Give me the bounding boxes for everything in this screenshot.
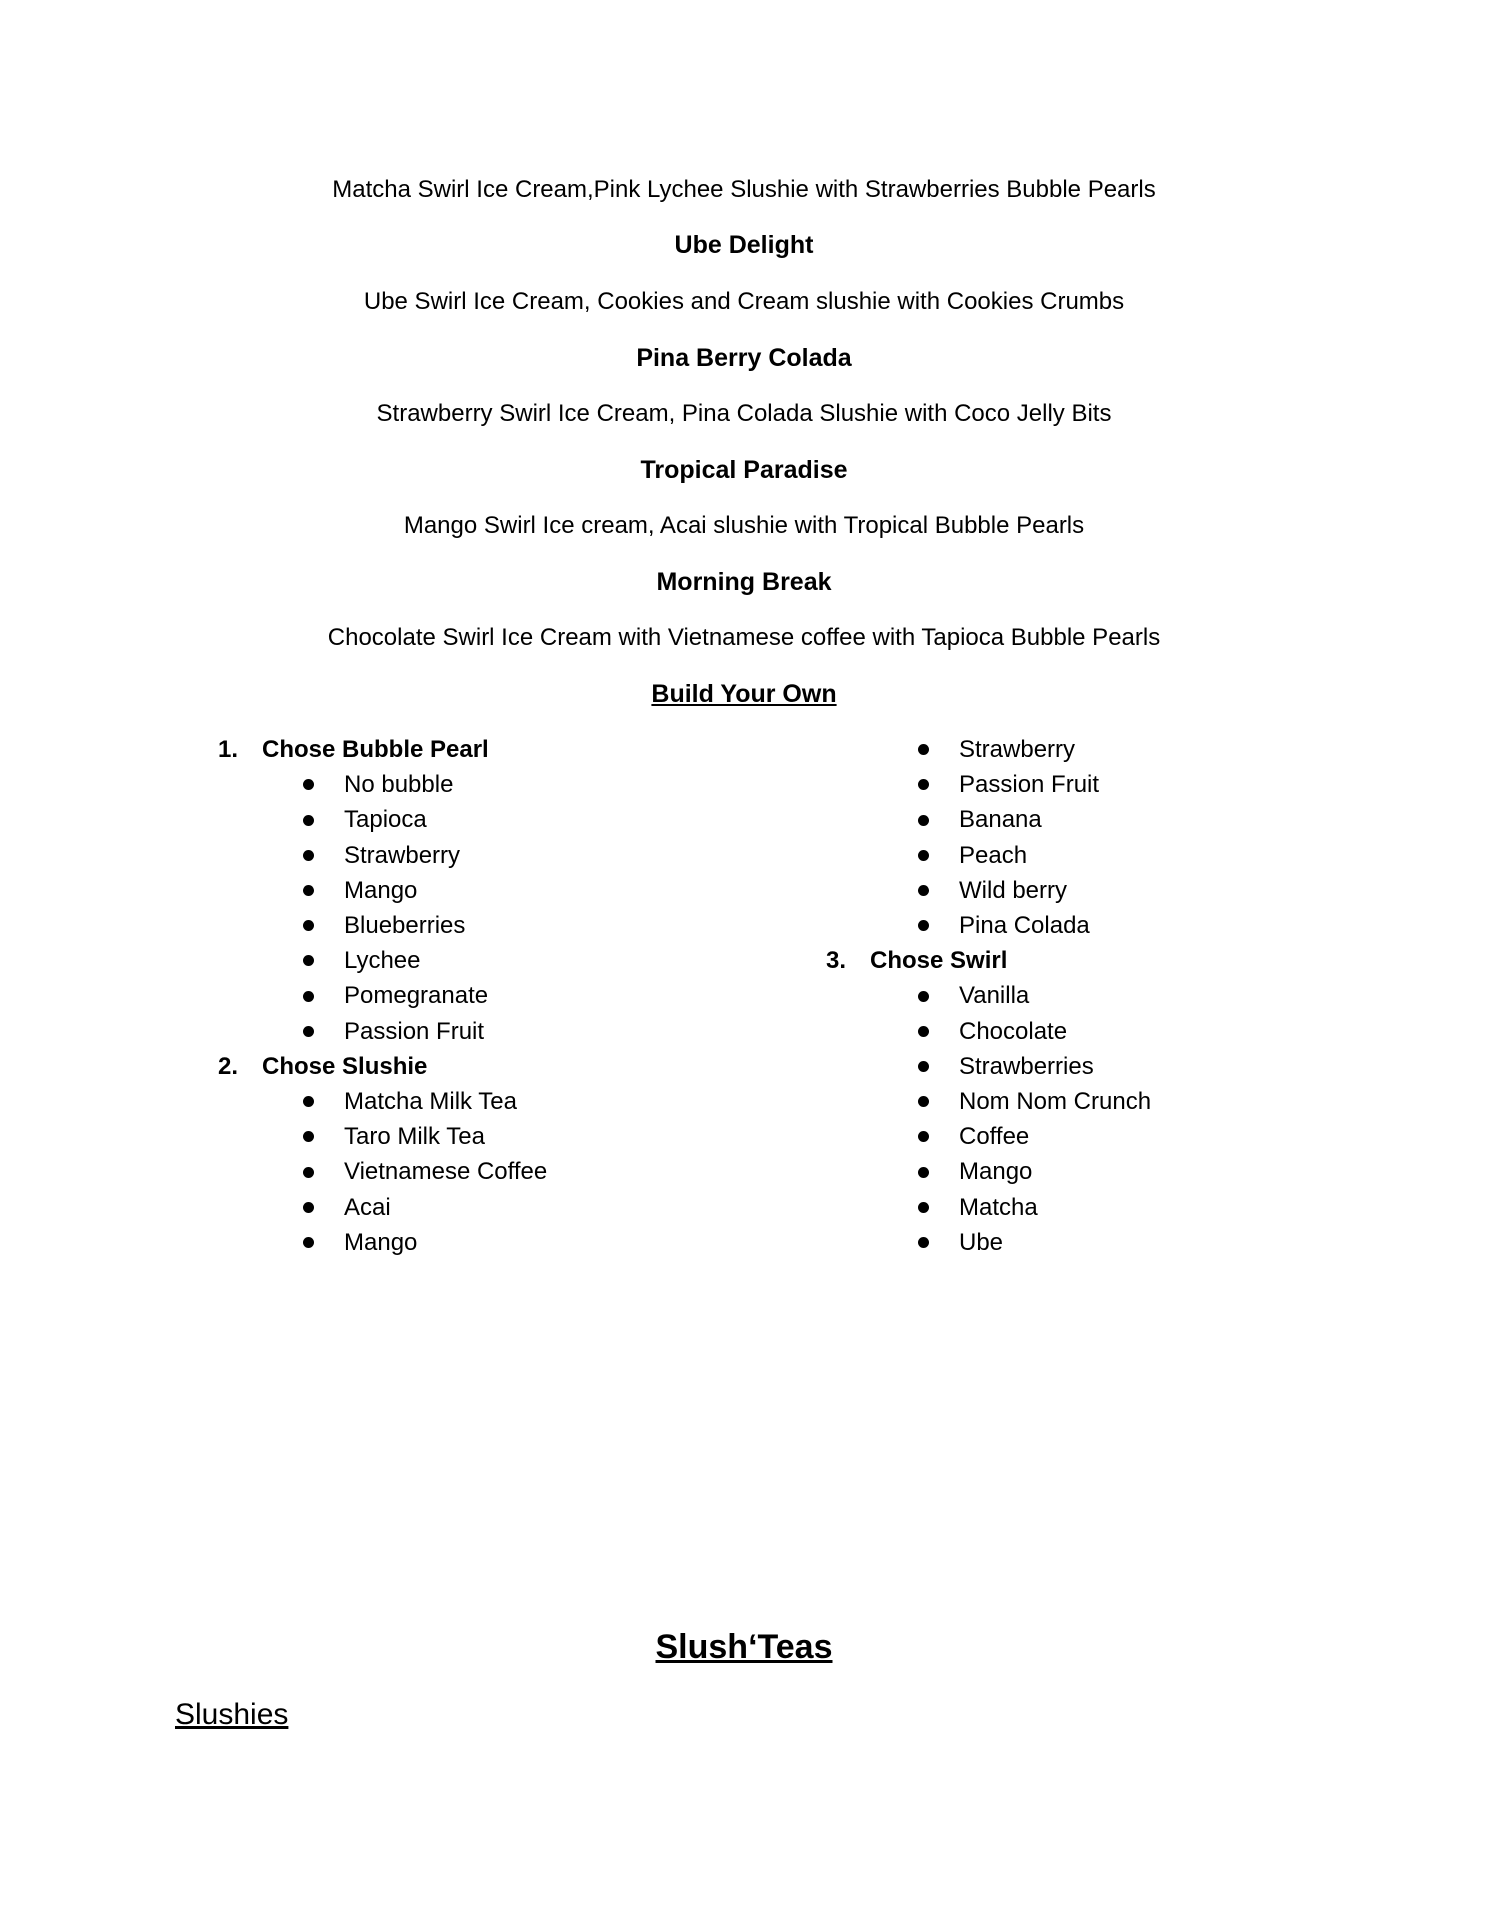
option-label: Vanilla [959, 982, 1030, 1010]
bullet-icon [918, 1096, 929, 1107]
option-label: Ube [959, 1228, 1004, 1256]
option-label: Acai [344, 1193, 391, 1221]
list-item [303, 1190, 547, 1225]
list-item [918, 1119, 1151, 1154]
bullet-icon [918, 1131, 929, 1142]
list-item [918, 838, 1151, 873]
list-item [303, 873, 547, 908]
bullet-icon [303, 991, 314, 1002]
list-item [918, 767, 1151, 802]
option-label: Passion Fruit [344, 1017, 485, 1045]
option-label: No bubble [344, 771, 454, 799]
list-item [303, 767, 547, 802]
option-label: Wild berry [959, 876, 1068, 904]
option-label: Pomegranate [344, 982, 489, 1010]
bullet-icon [303, 1096, 314, 1107]
special-title: Ube Delight [674, 231, 814, 259]
list-item [918, 1154, 1151, 1189]
option-label: Strawberry [959, 736, 1076, 763]
option-label: Coffee [959, 1123, 1030, 1151]
bullet-icon [303, 1202, 314, 1213]
special-description: Strawberry Swirl Ice Cream, Pina Colada Slushie with Coco Jelly Bits [376, 400, 1112, 427]
bullet-icon [918, 779, 929, 790]
option-label: Pina Colada [959, 912, 1090, 940]
list-item [303, 1014, 547, 1049]
option-label: Banana [959, 806, 1042, 834]
list-item [918, 1225, 1151, 1260]
list-item [918, 1190, 1151, 1225]
bullet-icon [918, 1026, 929, 1037]
list-item [918, 1049, 1151, 1084]
option-list [826, 978, 1151, 1260]
step-number: 2. [218, 1052, 239, 1080]
build-your-own-title: Build Your Own [651, 680, 837, 708]
list-item [303, 1084, 547, 1119]
bullet-icon [918, 815, 929, 826]
bullet-icon [918, 1061, 929, 1072]
bullet-icon [918, 991, 929, 1002]
step-label: Chose Swirl [870, 947, 1008, 975]
list-item [303, 978, 547, 1013]
bullet-icon [303, 1131, 314, 1142]
list-item [303, 802, 547, 837]
option-label: Matcha Milk Tea [344, 1088, 517, 1116]
bullet-icon [303, 885, 314, 896]
list-item [918, 1084, 1151, 1119]
step-heading [218, 732, 547, 767]
subsection-title: Slushies [175, 1698, 289, 1731]
option-label: Passion Fruit [959, 771, 1100, 799]
section-title: Slush‘Teas [655, 1628, 833, 1666]
option-label: Peach [959, 841, 1028, 869]
bullet-icon [918, 850, 929, 861]
bullet-icon [303, 920, 314, 931]
option-list [826, 732, 1151, 943]
special-title: Pina Berry Colada [636, 344, 852, 372]
step-label: Chose Bubble Pearl [262, 736, 489, 763]
list-item [918, 873, 1151, 908]
special-description: Matcha Swirl Ice Cream,Pink Lychee Slushie with Strawberries Bubble Pearls [332, 176, 1156, 203]
list-item [303, 1154, 547, 1189]
option-label: Blueberries [344, 912, 466, 940]
list-item [303, 1119, 547, 1154]
option-label: Mango [344, 876, 418, 904]
option-list [218, 767, 547, 1049]
option-label: Chocolate [959, 1017, 1068, 1045]
list-item [918, 978, 1151, 1013]
list-item [918, 1014, 1151, 1049]
bullet-icon [303, 1237, 314, 1248]
special-title: Morning Break [656, 568, 832, 596]
list-item [918, 908, 1151, 943]
option-label: Matcha [959, 1193, 1038, 1221]
build-left-column [218, 732, 547, 1260]
special-title: Tropical Paradise [640, 456, 848, 484]
bullet-icon [303, 1167, 314, 1178]
bullet-icon [303, 955, 314, 966]
option-label: Strawberry [344, 841, 461, 869]
step-number: 1. [218, 736, 239, 763]
special-description: Chocolate Swirl Ice Cream with Vietnamese coffee with Tapioca Bubble Pearls [327, 624, 1161, 651]
bullet-icon [918, 1167, 929, 1178]
list-item [303, 838, 547, 873]
option-label: Tapioca [344, 806, 427, 834]
bullet-icon [918, 744, 929, 755]
option-label: Mango [344, 1228, 418, 1256]
special-description: Ube Swirl Ice Cream, Cookies and Cream slushie with Cookies Crumbs [363, 288, 1125, 315]
step-label: Chose Slushie [262, 1052, 428, 1080]
special-description: Mango Swirl Ice cream, Acai slushie with Tropical Bubble Pearls [403, 512, 1085, 539]
option-label: Strawberries [959, 1052, 1094, 1080]
option-label: Lychee [344, 947, 421, 975]
step-number: 3. [826, 947, 847, 975]
step-heading [826, 943, 1151, 978]
list-item [918, 802, 1151, 837]
option-list [218, 1084, 547, 1260]
step-heading [218, 1049, 547, 1084]
bullet-icon [303, 779, 314, 790]
bullet-icon [303, 850, 314, 861]
bullet-icon [303, 1026, 314, 1037]
option-label: Vietnamese Coffee [344, 1158, 548, 1186]
bullet-icon [918, 1237, 929, 1248]
bullet-icon [918, 920, 929, 931]
option-label: Taro Milk Tea [344, 1123, 485, 1151]
bullet-icon [918, 885, 929, 896]
bullet-icon [918, 1202, 929, 1213]
list-item [303, 908, 547, 943]
list-item [303, 943, 547, 978]
option-label: Nom Nom Crunch [959, 1088, 1152, 1116]
build-right-column [826, 732, 1151, 1260]
bullet-icon [303, 815, 314, 826]
list-item [303, 1225, 547, 1260]
option-label: Mango [959, 1158, 1033, 1186]
list-item [918, 732, 1151, 767]
